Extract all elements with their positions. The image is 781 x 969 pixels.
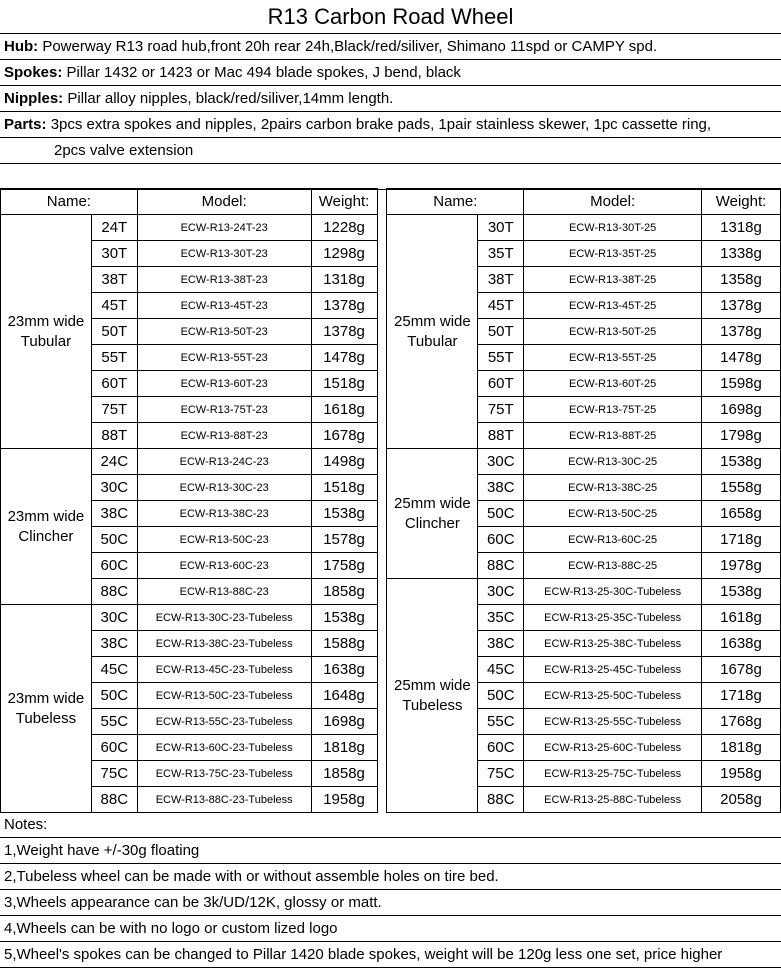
weight-value: 1818g [702,735,781,761]
model-code: ECW-R13-50T-23 [137,319,311,345]
rim-size: 60T [91,371,137,397]
model-code: ECW-R13-25-75C-Tubeless [524,761,702,787]
model-code: ECW-R13-38T-23 [137,267,311,293]
category-label: 25mm wide Tubeless [387,579,478,813]
weight-value: 1958g [702,761,781,787]
weight-value: 1718g [702,683,781,709]
model-header: Model: [137,189,311,215]
rim-size: 50T [91,319,137,345]
rim-size: 75C [478,761,524,787]
notes-section [0,812,781,968]
weight-value: 1478g [311,345,377,371]
rim-size: 88C [91,787,137,813]
rim-size: 45T [478,293,524,319]
model-code: ECW-R13-45T-25 [524,293,702,319]
rim-size: 75C [91,761,137,787]
model-code: ECW-R13-88C-23-Tubeless [137,787,311,813]
model-code: ECW-R13-60T-23 [137,371,311,397]
model-code: ECW-R13-55T-25 [524,345,702,371]
weight-value: 1858g [311,761,377,787]
weight-value: 1538g [311,605,377,631]
category-label: 23mm wide Clincher [1,449,92,605]
weight-value: 1658g [702,501,781,527]
weight-value: 2058g [702,787,781,813]
weight-value: 1598g [702,371,781,397]
rim-size: 30C [478,579,524,605]
spokes-value: Pillar 1432 or 1423 or Mac 494 blade spokes, J bend, black [62,64,461,81]
parts-row [0,112,781,138]
table-row [1,215,781,241]
model-code: ECW-R13-30T-25 [524,215,702,241]
model-code: ECW-R13-45T-23 [137,293,311,319]
weight-value: 1338g [702,241,781,267]
sheet-title: R13 Carbon Road Wheel [0,0,781,34]
weight-value: 1678g [702,657,781,683]
model-code: ECW-R13-30C-23-Tubeless [137,605,311,631]
model-code: ECW-R13-60C-23-Tubeless [137,735,311,761]
note-item: 4,Wheels can be with no logo or custom lized logo [0,916,781,942]
weight-value: 1698g [311,709,377,735]
model-code: ECW-R13-60C-25 [524,527,702,553]
model-code: ECW-R13-38C-25 [524,475,702,501]
weight-value: 1698g [702,397,781,423]
note-item: 5,Wheel's spokes can be changed to Pillar 1420 blade spokes, weight will be 120g less one set, price higher [0,942,781,968]
rim-size: 55T [91,345,137,371]
rim-size: 50C [91,683,137,709]
note-item: 1,Weight have +/-30g floating [0,838,781,864]
model-code: ECW-R13-60T-25 [524,371,702,397]
column-gap [377,189,387,813]
weight-value: 1958g [311,787,377,813]
model-code: ECW-R13-25-88C-Tubeless [524,787,702,813]
weight-value: 1978g [702,553,781,579]
weight-value: 1538g [702,449,781,475]
weight-value: 1558g [702,475,781,501]
weight-value: 1648g [311,683,377,709]
category-label: 23mm wide Tubeless [1,605,92,813]
name-header: Name: [387,189,524,215]
weight-header: Weight: [702,189,781,215]
weight-value: 1618g [702,605,781,631]
rim-size: 55C [478,709,524,735]
model-code: ECW-R13-88C-25 [524,553,702,579]
model-code: ECW-R13-75T-23 [137,397,311,423]
model-code: ECW-R13-50T-25 [524,319,702,345]
rim-size: 75T [478,397,524,423]
rim-size: 38C [91,501,137,527]
hub-value: Powerway R13 road hub,front 20h rear 24h,Black/red/siliver, Shimano 11spd or CAMPY spd. [38,38,658,55]
weight-value: 1298g [311,241,377,267]
hub-row [0,34,781,60]
rim-size: 30C [478,449,524,475]
rim-size: 55C [91,709,137,735]
nipples-label: Nipples: [4,90,64,107]
nipples-value: Pillar alloy nipples, black/red/siliver,14mm length. [63,90,394,107]
notes-heading: Notes: [0,812,781,838]
model-code: ECW-R13-30T-23 [137,241,311,267]
rim-size: 30T [91,241,137,267]
model-code: ECW-R13-50C-25 [524,501,702,527]
rim-size: 35T [478,241,524,267]
rim-size: 88C [91,579,137,605]
nipples-row [0,86,781,112]
model-code: ECW-R13-75T-25 [524,397,702,423]
weight-value: 1678g [311,423,377,449]
rim-size: 30C [91,475,137,501]
rim-size: 45T [91,293,137,319]
note-item: 3,Wheels appearance can be 3k/UD/12K, glossy or matt. [0,890,781,916]
rim-size: 50C [478,683,524,709]
model-code: ECW-R13-35T-25 [524,241,702,267]
rim-size: 50C [91,527,137,553]
weight-value: 1538g [311,501,377,527]
model-header: Model: [524,189,702,215]
parts-value: 3pcs extra spokes and nipples, 2pairs carbon brake pads, 1pair stainless skewer, 1pc cassette ring, [46,116,712,133]
model-code: ECW-R13-75C-23-Tubeless [137,761,311,787]
weight-value: 1358g [702,267,781,293]
parts-continuation: 2pcs valve extension [54,142,194,159]
rim-size: 45C [91,657,137,683]
rim-size: 60C [91,553,137,579]
model-code: ECW-R13-25-45C-Tubeless [524,657,702,683]
rim-size: 38T [91,267,137,293]
rim-size: 38C [478,631,524,657]
model-code: ECW-R13-25-30C-Tubeless [524,579,702,605]
weight-value: 1798g [702,423,781,449]
weight-value: 1478g [702,345,781,371]
model-code: ECW-R13-50C-23 [137,527,311,553]
model-code: ECW-R13-50C-23-Tubeless [137,683,311,709]
model-code: ECW-R13-45C-23-Tubeless [137,657,311,683]
rim-size: 38T [478,267,524,293]
weight-value: 1618g [311,397,377,423]
rim-size: 88T [478,423,524,449]
weight-value: 1378g [311,319,377,345]
category-label: 23mm wide Tubular [1,215,92,449]
blank-row [0,164,781,190]
spokes-row [0,60,781,86]
rim-size: 50T [478,319,524,345]
weight-header: Weight: [311,189,377,215]
weight-table-container [0,188,781,813]
weight-value: 1518g [311,371,377,397]
weight-value: 1378g [311,293,377,319]
model-code: ECW-R13-38C-23 [137,501,311,527]
weight-value: 1858g [311,579,377,605]
rim-size: 60C [478,735,524,761]
note-item: 2,Tubeless wheel can be made with or without assemble holes on tire bed. [0,864,781,890]
rim-size: 55T [478,345,524,371]
model-code: ECW-R13-55T-23 [137,345,311,371]
rim-size: 50C [478,501,524,527]
model-code: ECW-R13-24T-23 [137,215,311,241]
parts-label: Parts: [4,116,47,133]
model-code: ECW-R13-88T-25 [524,423,702,449]
weight-value: 1578g [311,527,377,553]
spokes-label: Spokes: [4,64,63,81]
model-code: ECW-R13-25-38C-Tubeless [524,631,702,657]
rim-size: 24C [91,449,137,475]
model-code: ECW-R13-25-55C-Tubeless [524,709,702,735]
model-code: ECW-R13-25-35C-Tubeless [524,605,702,631]
rim-size: 45C [478,657,524,683]
parts-continuation-row [0,138,781,164]
weight-value: 1538g [702,579,781,605]
weight-value: 1638g [311,657,377,683]
rim-size: 88C [478,787,524,813]
rim-size: 38C [478,475,524,501]
table-row [1,579,781,605]
model-code: ECW-R13-25-60C-Tubeless [524,735,702,761]
weight-value: 1318g [702,215,781,241]
weight-value: 1378g [702,319,781,345]
model-code: ECW-R13-24C-23 [137,449,311,475]
name-header: Name: [1,189,138,215]
model-code: ECW-R13-38T-25 [524,267,702,293]
model-code: ECW-R13-88C-23 [137,579,311,605]
model-code: ECW-R13-55C-23-Tubeless [137,709,311,735]
rim-size: 35C [478,605,524,631]
rim-size: 24T [91,215,137,241]
weight-value: 1588g [311,631,377,657]
weight-value: 1378g [702,293,781,319]
weight-value: 1818g [311,735,377,761]
rim-size: 60T [478,371,524,397]
model-code: ECW-R13-30C-23 [137,475,311,501]
weight-value: 1638g [702,631,781,657]
rim-size: 30T [478,215,524,241]
rim-size: 75T [91,397,137,423]
rim-size: 38C [91,631,137,657]
weight-value: 1498g [311,449,377,475]
weight-value: 1228g [311,215,377,241]
weight-table [0,188,781,813]
table-header-row [1,189,781,215]
weight-value: 1318g [311,267,377,293]
model-code: ECW-R13-25-50C-Tubeless [524,683,702,709]
model-code: ECW-R13-38C-23-Tubeless [137,631,311,657]
table-row [1,449,781,475]
model-code: ECW-R13-88T-23 [137,423,311,449]
rim-size: 60C [91,735,137,761]
rim-size: 60C [478,527,524,553]
weight-value: 1768g [702,709,781,735]
hub-label: Hub: [4,38,39,55]
category-label: 25mm wide Clincher [387,449,478,579]
model-code: ECW-R13-60C-23 [137,553,311,579]
category-label: 25mm wide Tubular [387,215,478,449]
weight-value: 1518g [311,475,377,501]
model-code: ECW-R13-30C-25 [524,449,702,475]
rim-size: 88C [478,553,524,579]
rim-size: 88T [91,423,137,449]
weight-value: 1758g [311,553,377,579]
weight-value: 1718g [702,527,781,553]
rim-size: 30C [91,605,137,631]
